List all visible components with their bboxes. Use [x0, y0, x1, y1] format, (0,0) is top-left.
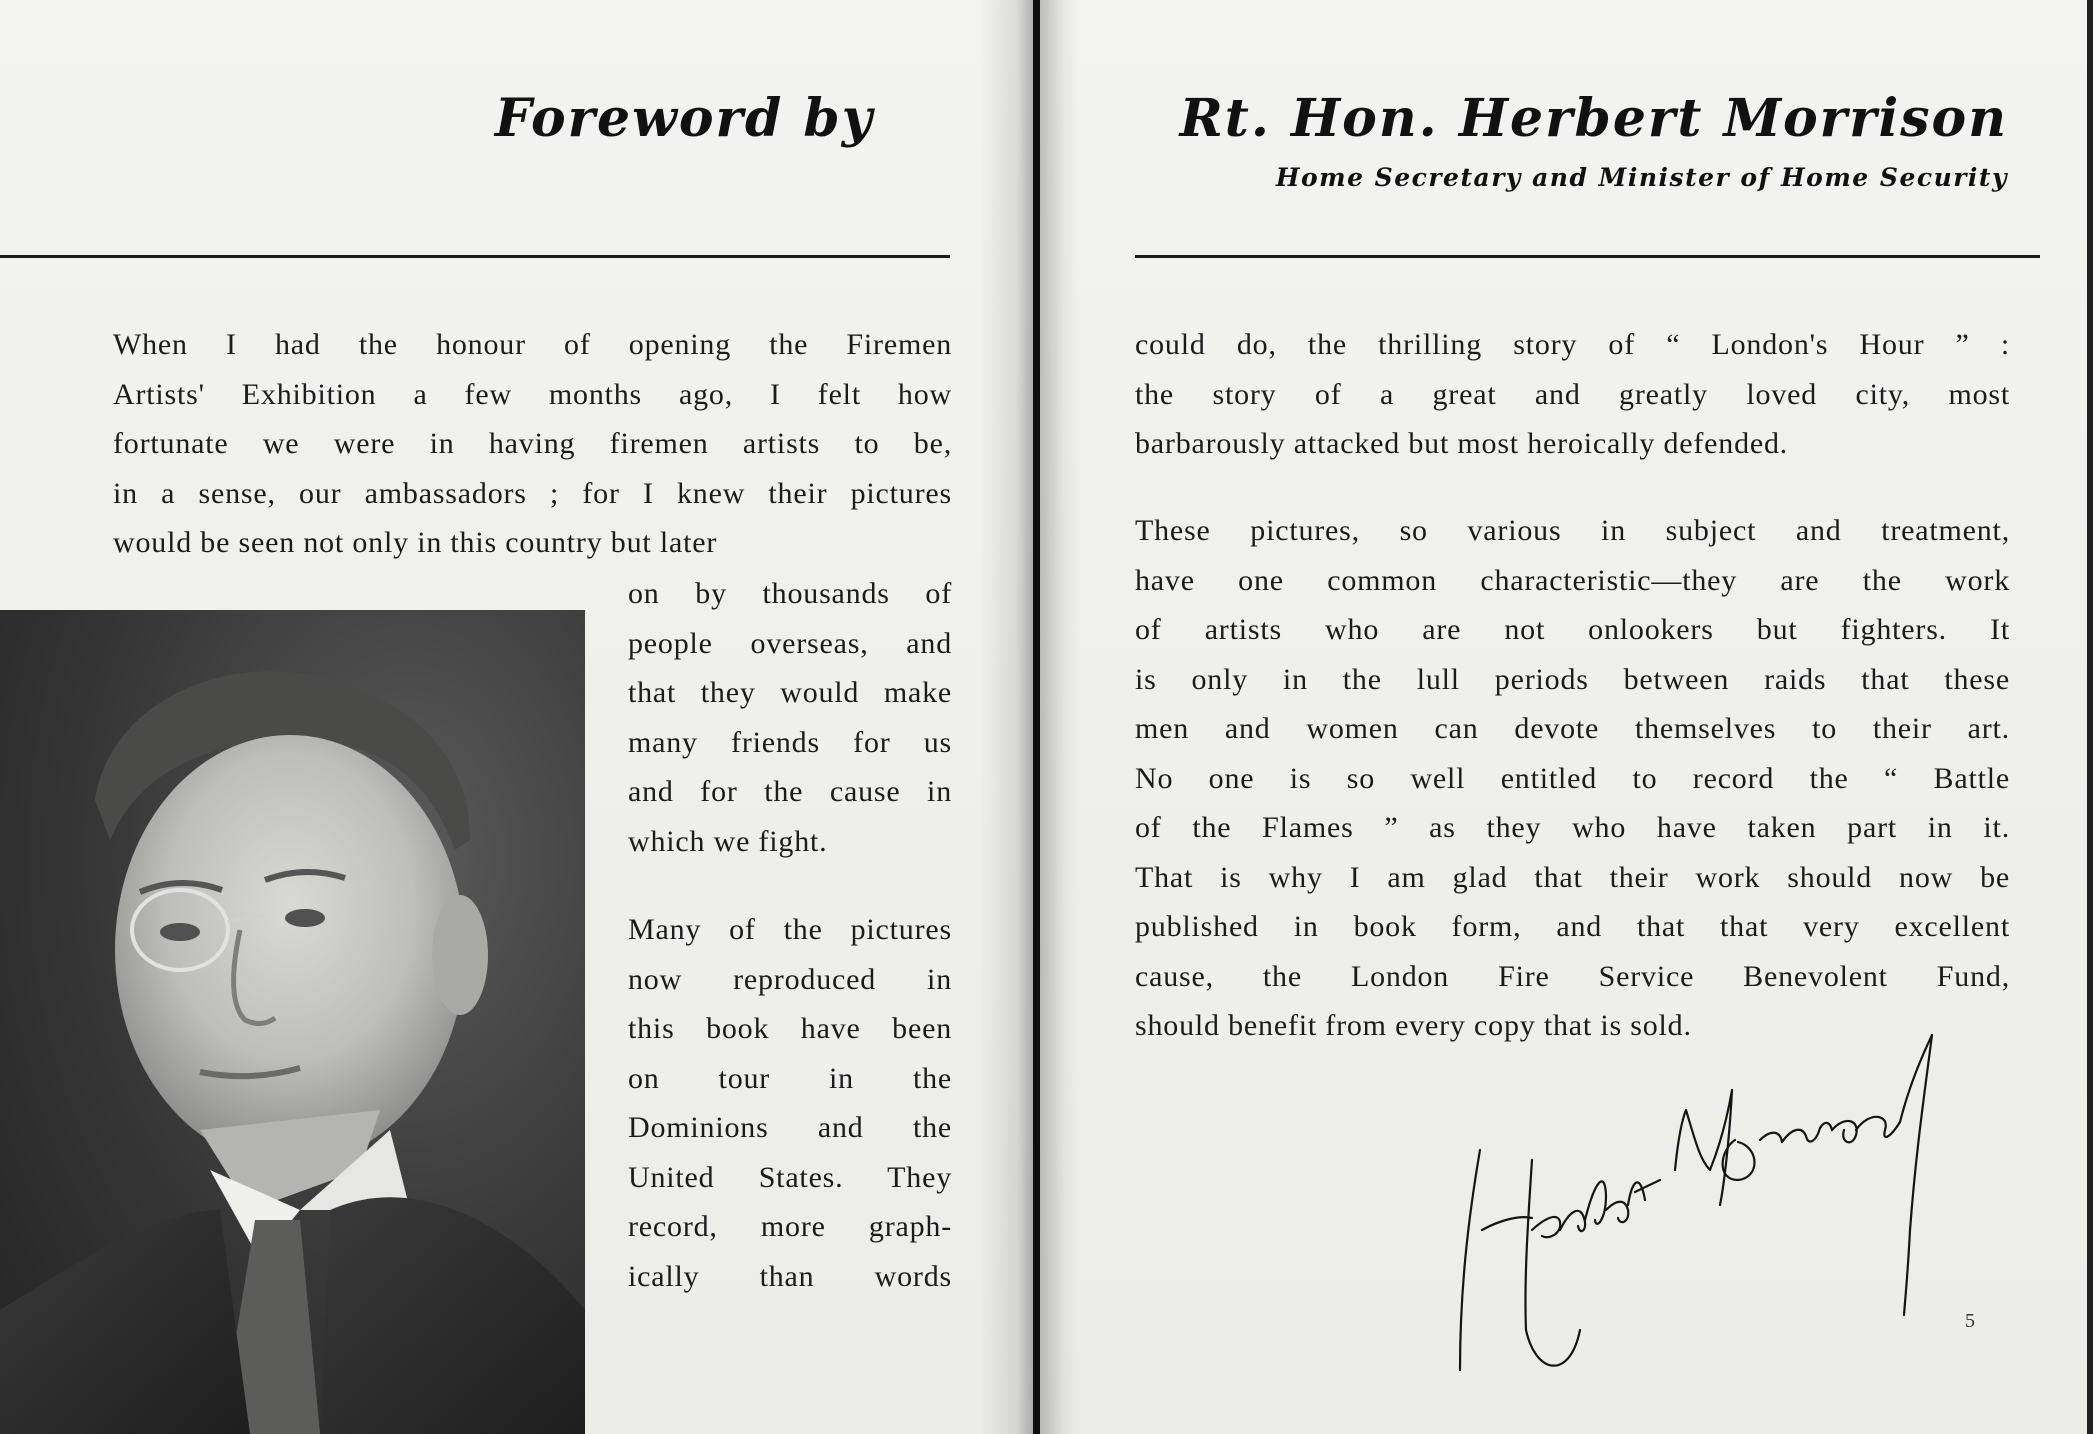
text-line: Artists' Exhibition a few months ago, I felt how	[113, 377, 952, 411]
right-heading-rule	[1135, 255, 2040, 258]
handwritten-signature	[1420, 1030, 1980, 1400]
text-line: of the Flames ” as they who have taken part in it.	[1135, 811, 2010, 844]
foreword-heading: Foreword by	[494, 88, 874, 149]
left-paragraph-1-continued	[628, 569, 952, 866]
text-line: people overseas, and	[628, 626, 952, 660]
text-line: which we fight.	[628, 824, 828, 858]
right-paragraph-1	[1135, 320, 2010, 469]
right-page	[1040, 0, 2093, 1434]
text-line: barbarously attacked but most heroically defended.	[1135, 427, 1789, 460]
text-line: These pictures, so various in subject and treatment,	[1135, 514, 2010, 547]
text-line: When I had the honour of opening the Firemen	[113, 328, 952, 361]
text-line: many friends for us	[628, 725, 952, 759]
right-heading-block	[1135, 88, 2008, 192]
text-line: would be seen not only in this country but later	[113, 526, 718, 559]
text-line: on tour in the	[628, 1061, 952, 1095]
text-line: should benefit from every copy that is sold.	[1135, 1009, 1692, 1042]
text-line: of artists who are not onlookers but fighters. It	[1135, 613, 2010, 646]
author-title-subheading: Home Secretary and Minister of Home Security	[1275, 163, 2008, 192]
text-line: in a sense, our ambassadors ; for I knew their pictures	[113, 476, 952, 510]
left-paragraph-1	[113, 320, 952, 568]
text-line: United States. They	[628, 1160, 952, 1194]
left-heading-block	[0, 88, 952, 149]
gutter-shadow-left	[980, 0, 1033, 1434]
author-name-heading: Rt. Hon. Herbert Morrison	[1179, 88, 2008, 149]
text-line: this book have been	[628, 1012, 952, 1045]
text-line: could do, the thrilling story of “ London's Hour ” :	[1135, 328, 2010, 361]
text-line: ically than words	[628, 1259, 952, 1293]
text-line: No one is so well entitled to record the “ Battle	[1135, 761, 2010, 795]
text-line: is only in the lull periods between raids that these	[1135, 662, 2010, 696]
text-line: that they would make	[628, 676, 952, 709]
book-spine	[1033, 0, 1040, 1434]
gutter-shadow-right	[1040, 0, 1080, 1434]
text-line: the story of a great and greatly loved city, most	[1135, 377, 2010, 411]
left-paragraph-2	[628, 905, 952, 1301]
text-line: men and women can devote themselves to their art.	[1135, 712, 2010, 745]
text-line: now reproduced in	[628, 962, 952, 996]
text-line: Many of the pictures	[628, 913, 952, 946]
text-line: cause, the London Fire Service Benevolent Fund,	[1135, 959, 2010, 993]
page-number: 5	[1965, 1310, 1975, 1332]
page-edge	[2087, 0, 2093, 1434]
text-line: Dominions and the	[628, 1111, 952, 1144]
left-page	[0, 0, 1033, 1434]
right-paragraph-2	[1135, 506, 2010, 1051]
text-line: fortunate we were in having firemen artists to be,	[113, 427, 952, 460]
text-line: That is why I am glad that their work should now be	[1135, 860, 2010, 894]
portrait-photo	[0, 610, 585, 1434]
left-heading-rule	[0, 255, 950, 258]
text-line: and for the cause in	[628, 775, 952, 808]
text-line: record, more graph-	[628, 1210, 952, 1243]
text-line: published in book form, and that that very excellent	[1135, 910, 2010, 943]
text-line: have one common characteristic—they are the work	[1135, 563, 2010, 597]
text-line: on by thousands of	[628, 577, 952, 610]
